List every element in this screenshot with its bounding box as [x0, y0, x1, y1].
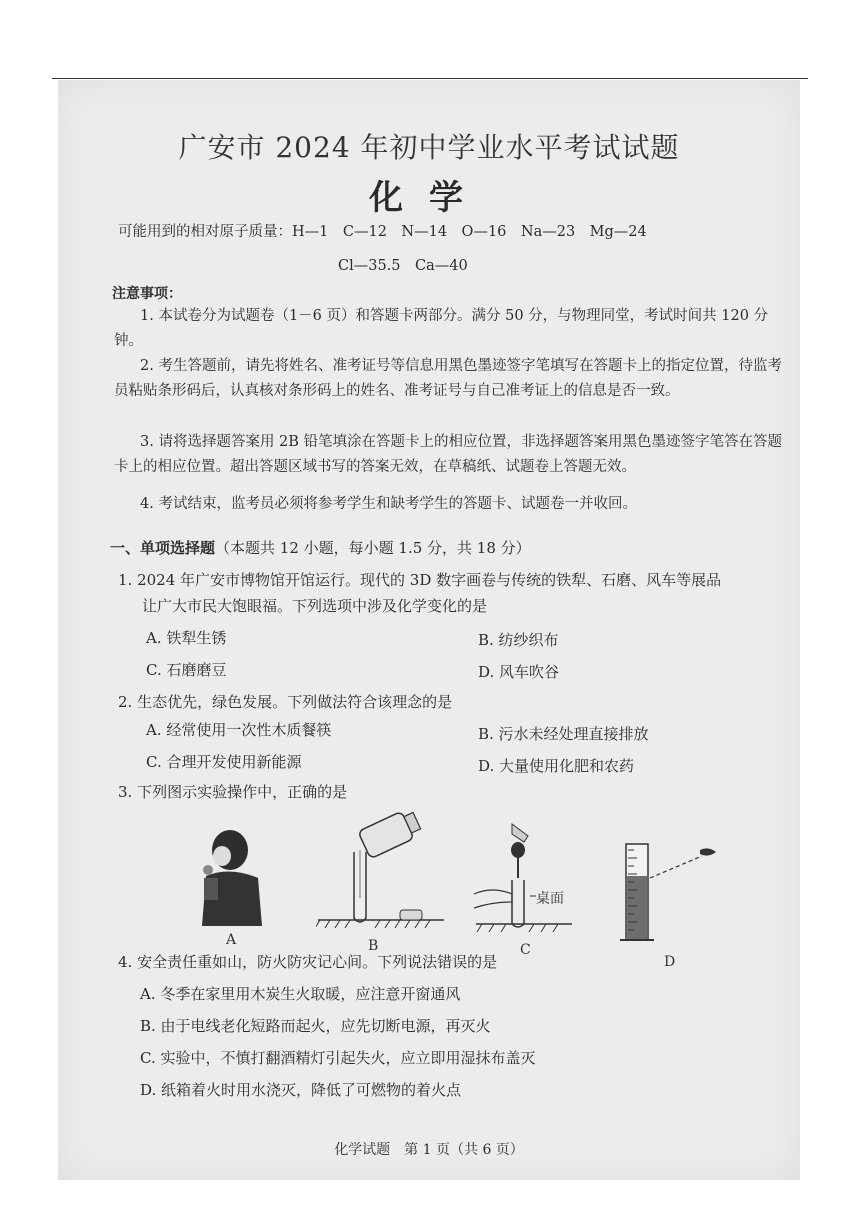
figure-c-dropper-illustration	[472, 820, 582, 934]
question-4-option-a: A. 冬季在家里用木炭生火取暖，应注意开窗通风	[140, 985, 461, 1003]
question-3-stem: 3. 下列图示实验操作中，正确的是	[118, 783, 348, 801]
question-4-option-c: C. 实验中，不慎打翻酒精灯引起失火，应立即用湿抹布盖灭	[140, 1049, 536, 1067]
question-2-option-d: D. 大量使用化肥和农药	[478, 757, 635, 775]
notes-title: 注意事项：	[112, 286, 182, 302]
question-2-stem: 2. 生态优先，绿色发展。下列做法符合该理念的是	[118, 693, 453, 711]
question-1-option-b: B. 纺纱织布	[478, 631, 559, 649]
atomic-mass-line-1: 可能用到的相对原子质量：H—1 C—12 N—14 O—16 Na—23 Mg—24	[118, 224, 647, 240]
top-rule	[52, 78, 808, 79]
page-footer: 化学试题 第 1 页（共 6 页）	[334, 1142, 524, 1158]
desk-surface-label: 桌面	[536, 891, 564, 907]
note-item-1: 1. 本试卷分为试题卷（1－6 页）和答题卡两部分。满分 50 分，与物理同堂，考试时间共 120 分钟。	[114, 308, 769, 349]
figure-label-b: B	[368, 938, 379, 954]
exam-paper	[58, 80, 800, 1180]
question-4-stem: 4. 安全责任重如山，防火防灾记心间。下列说法错误的是	[118, 953, 498, 971]
figure-d-cylinder-reading-illustration	[614, 838, 724, 948]
question-4-option-b: B. 由于电线老化短路而起火，应先切断电源，再灭火	[140, 1017, 491, 1035]
exam-title: 广安市 2024 年初中学业水平考试试题	[178, 131, 680, 164]
note-item-2: 2. 考生答题前，请先将姓名、准考证号等信息用黑色墨迹签字笔填写在答题卡上的指定位置，待监考员粘贴条形码后，认真核对条形码上的姓名、准考证号与自己准考证上的信息是否一致。	[114, 358, 782, 399]
question-4-option-d: D. 纸箱着火时用水浇灭，降低了可燃物的着火点	[140, 1081, 462, 1099]
figure-a-smelling-illustration	[188, 826, 278, 926]
atomic-mass-line-2: Cl—35.5 Ca—40	[338, 258, 468, 274]
question-1-stem-line-2: 让广大市民大饱眼福。下列选项中涉及化学变化的是	[142, 597, 488, 615]
question-2-option-c: C. 合理开发使用新能源	[146, 753, 302, 771]
figure-label-d: D	[664, 954, 676, 970]
question-1-stem-line-1: 1. 2024 年广安市博物馆开馆运行。现代的 3D 数字画卷与传统的铁犁、石磨、风车等展品	[118, 571, 722, 589]
question-1-option-a: A. 铁犁生锈	[146, 629, 227, 647]
question-2-option-b: B. 污水未经处理直接排放	[478, 725, 649, 743]
question-1-option-c: C. 石磨磨豆	[146, 661, 227, 679]
subject-title: 化学	[369, 178, 489, 218]
figure-b-pouring-illustration	[316, 810, 446, 930]
section-heading: 一、单项选择题（本题共 12 小题，每小题 1.5 分，共 18 分）	[110, 539, 531, 557]
question-1-option-d: D. 风车吹谷	[478, 663, 560, 681]
note-item-3: 3. 请将选择题答案用 2B 铅笔填涂在答题卡上的相应位置，非选择题答案用黑色墨迹签字笔答在答题卡上的相应位置。超出答题区域书写的答案无效，在草稿纸、试题卷上答题无效。	[114, 434, 783, 475]
figure-label-c: C	[520, 942, 531, 958]
note-item-4: 4. 考试结束，监考员必须将参考学生和缺考学生的答题卡、试题卷一并收回。	[140, 496, 637, 512]
figure-label-a: A	[226, 932, 237, 948]
question-2-option-a: A. 经常使用一次性木质餐筷	[146, 721, 332, 739]
